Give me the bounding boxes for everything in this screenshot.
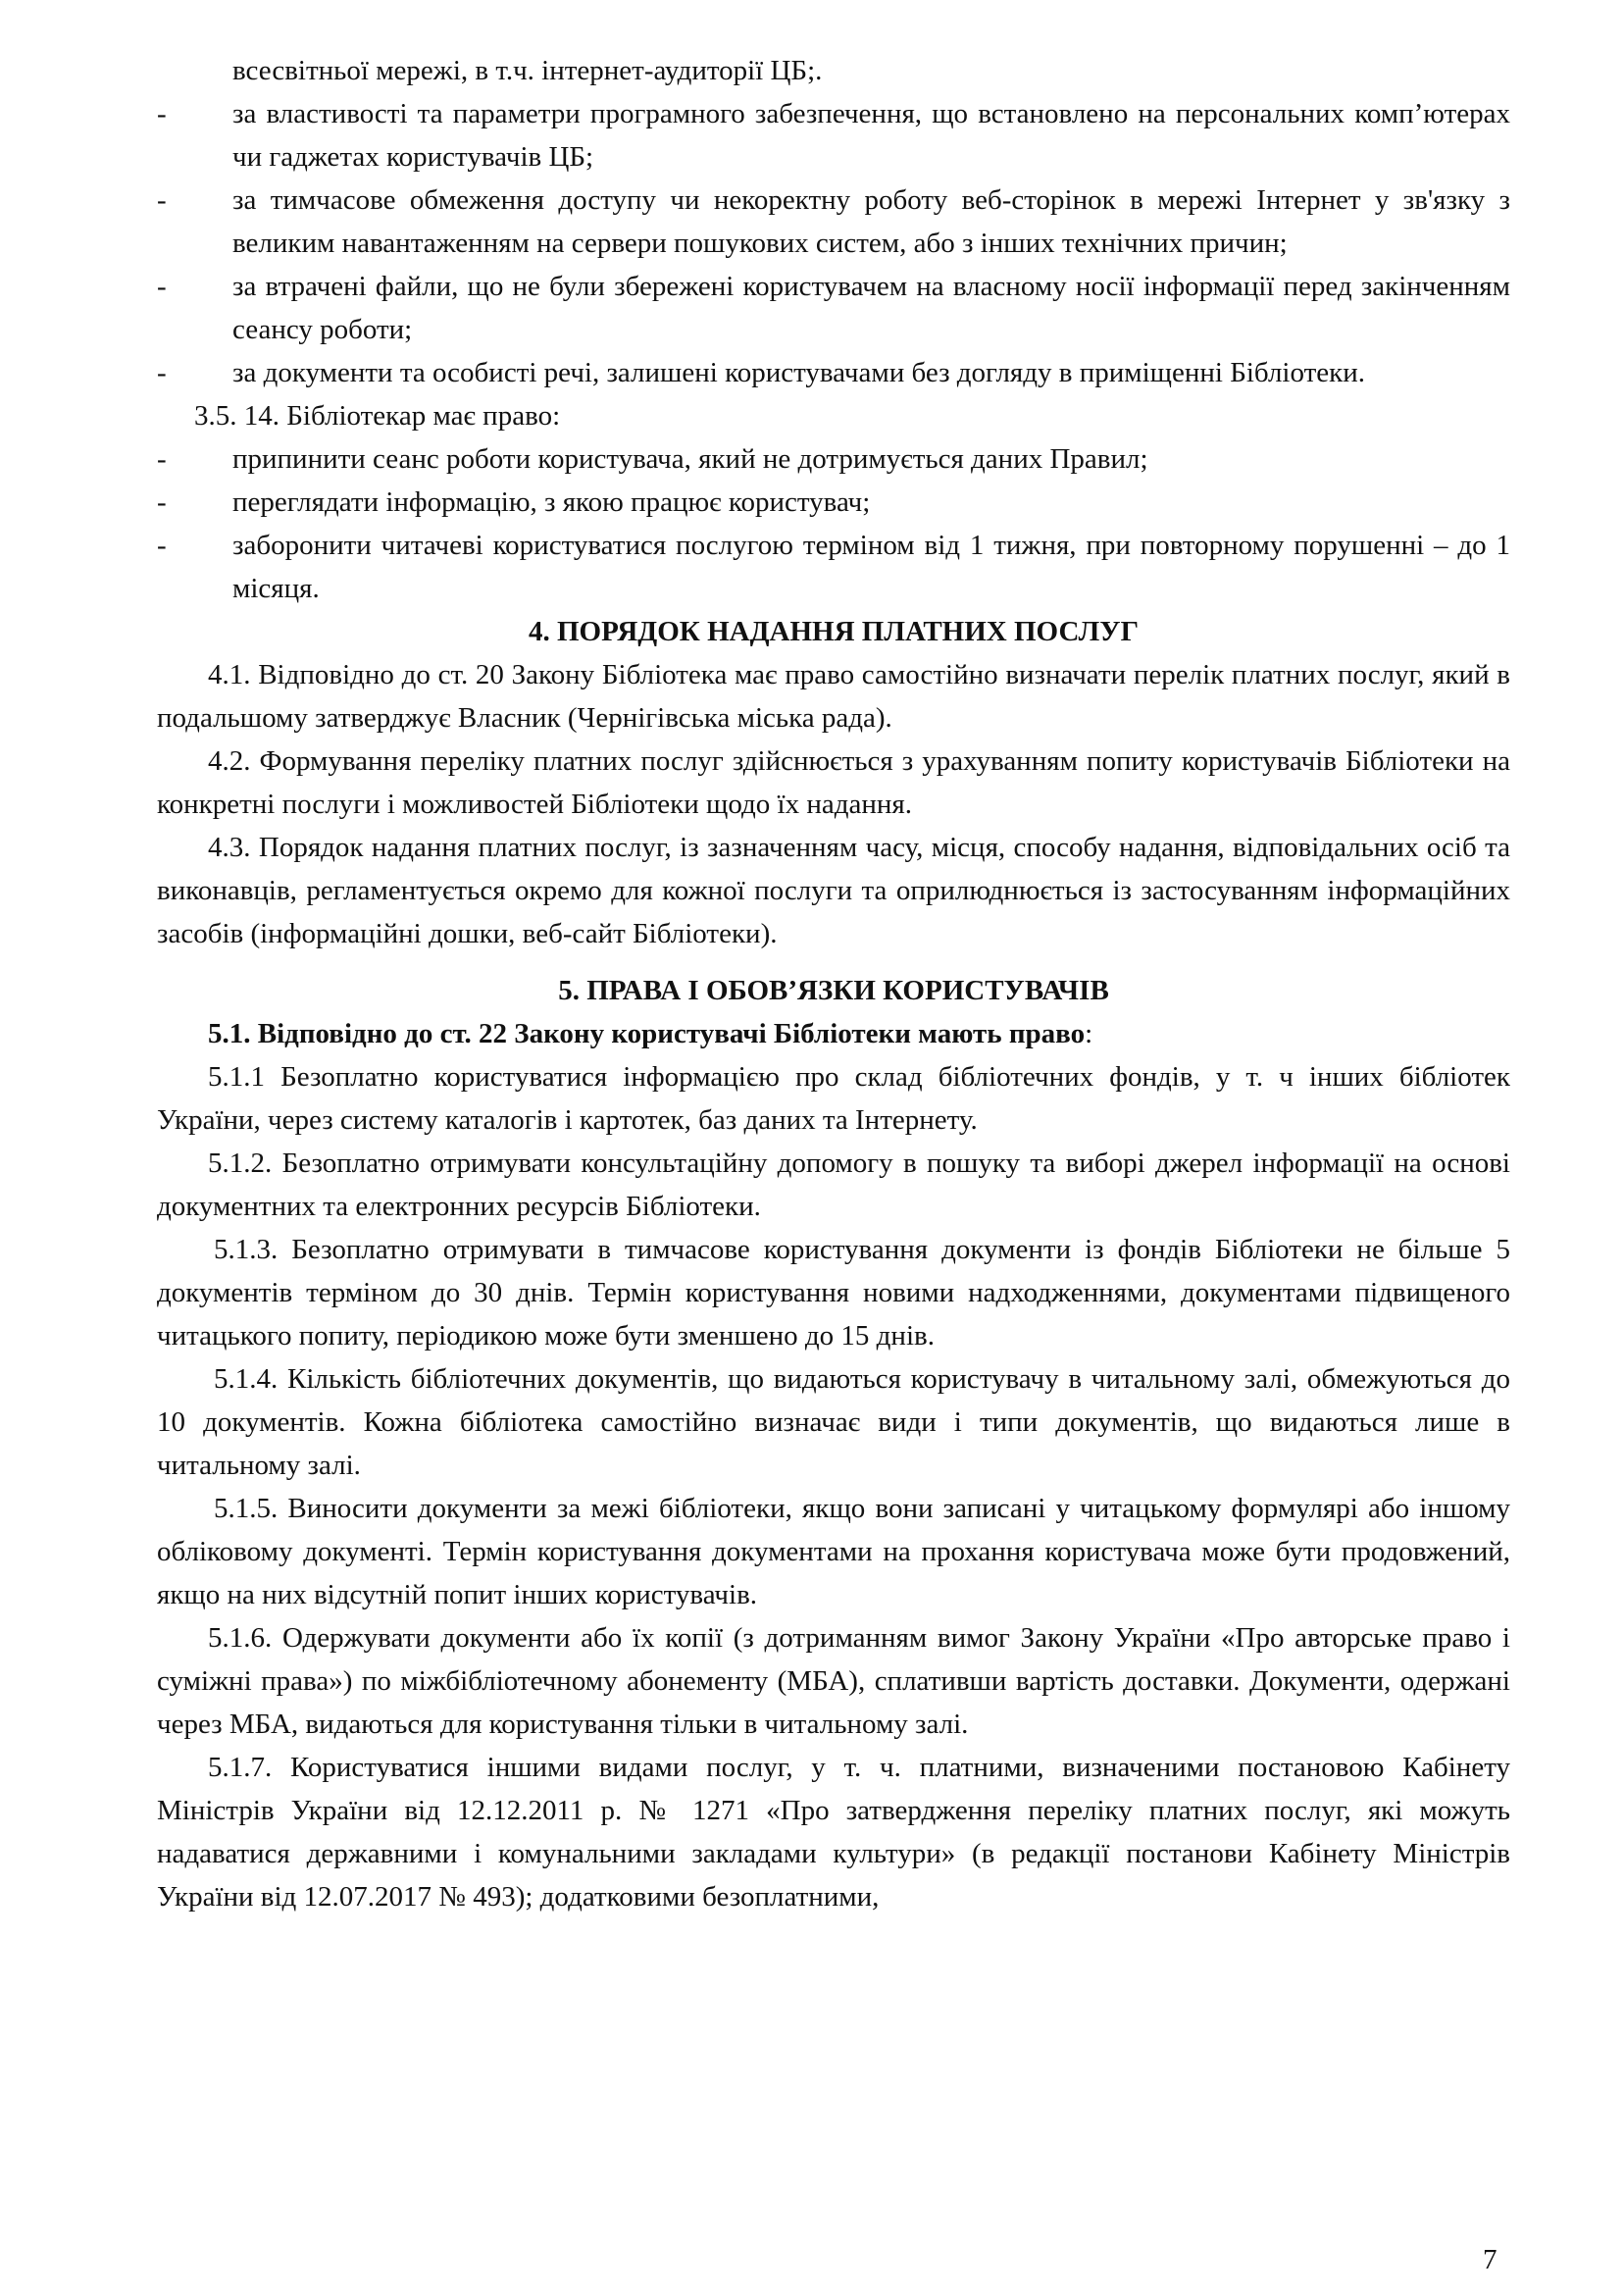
bullet-dash: - <box>157 486 167 518</box>
paragraph: 4.3. Порядок надання платних послуг, із зазначенням часу, місця, способу надання, відповідальних осіб та виконавців, регламентується окремо для кожної послуги та оприлюднюється із застосуванням інформаційних засобів (інформаційні дошки, веб-сайт Бібліотеки). <box>157 832 1510 949</box>
paragraph: 4.2. Формування переліку платних послуг здійснюється з урахуванням попиту користувачів Бібліотеки на конкретні послуги і можливостей Бібліотеки щодо їх надання. <box>157 745 1510 820</box>
list-item: - за документи та особисті речі, залишені користувачами без догляду в приміщенні Бібліотеки. <box>157 351 1510 394</box>
bullet-dash: - <box>157 357 167 388</box>
paragraph: 4.1. Відповідно до ст. 20 Закону Бібліотека має право самостійно визначати перелік платних послуг, який в подальшому затверджує Власник (Чернігівська міська рада). <box>157 659 1510 734</box>
list-item: - за втрачені файли, що не були збережені користувачем на власному носії інформації перед закінченням сеансу роботи; <box>157 265 1510 351</box>
paragraph: 5.1.3. Безоплатно отримувати в тимчасове користування документи із фондів Бібліотеки не більше 5 документів терміном до 30 днів. Термін користування новими надходженнями, документами підвищеного читацького попиту, періодикою може бути зменшено до 15 днів. <box>157 1234 1510 1352</box>
section-heading: 4. ПОРЯДОК НАДАННЯ ПЛАТНИХ ПОСЛУГ <box>528 616 1140 647</box>
paragraph: 5.1.5. Виносити документи за межі бібліотеки, якщо вони записані у читацькому формулярі або іншому обліковому документі. Термін користування документами на прохання користувача може бути продовжений, якщо на них відсутній попит інших користувачів. <box>157 1493 1510 1610</box>
bullet-dash: - <box>157 98 167 129</box>
section-heading: 5. ПРАВА І ОБОВ’ЯЗКИ КОРИСТУВАЧІВ <box>558 975 1109 1006</box>
list-item: - припинити сеанс роботи користувача, який не дотримується даних Правил; <box>157 437 1510 481</box>
bullet-dash: - <box>157 443 167 475</box>
document-page <box>157 49 1510 1918</box>
clause-title: 3.5. 14. Бібліотекар має право: <box>194 400 561 432</box>
list-item: - за тимчасове обмеження доступу чи некоректну роботу веб-сторінок в мережі Інтернет у зв'язку з великим навантаженням на сервери пошукових систем, або з інших технічних причин; <box>157 179 1510 265</box>
continuation-line: всесвітньої мережі, в т.ч. інтернет-аудиторії ЦБ;. <box>232 55 823 86</box>
lead-bold-text: 5.1. Відповідно до ст. 22 Закону користувачі Бібліотеки мають право <box>208 1018 1086 1049</box>
paragraph: 5.1.6. Одержувати документи або їх копії (з дотриманням вимог Закону України «Про авторське право і суміжні права») по міжбібліотечному абонементу (МБА), сплативши вартість доставки. Документи, одержані через МБА, видаються для користування тільки в читальному залі. <box>157 1622 1510 1740</box>
lead-tail: : <box>1085 1018 1093 1049</box>
list-item: - заборонити читачеві користуватися послугою терміном від 1 тижня, при повторному порушенні – до 1 місяця. <box>157 524 1510 610</box>
list-item: - переглядати інформацію, з якою працює користувач; <box>157 481 1510 524</box>
bullet-dash: - <box>157 530 167 561</box>
bullet-dash: - <box>157 184 167 216</box>
paragraph-lead <box>157 1012 1510 1055</box>
bullet-dash: - <box>157 271 167 302</box>
paragraph: 5.1.7. Користуватися іншими видами послуг, у т. ч. платними, визначеними постановою Кабінету Міністрів України від 12.12.2011 р. № 1271 «Про затвердження переліку платних послуг, які можуть надаватися державними і комунальними закладами культури» (в редакції постанови Кабінету Міністрів України від 12.07.2017 № 493); додатковими безоплатними, <box>157 1752 1510 1913</box>
paragraph: 5.1.1 Безоплатно користуватися інформацією про склад бібліотечних фондів, у т. ч інших бібліотек України, через систему каталогів і картотек, баз даних та Інтернету. <box>157 1061 1510 1136</box>
paragraph: 5.1.4. Кількість бібліотечних документів, що видаються користувачу в читальному залі, обмежуються до 10 документів. Кожна бібліотека самостійно визначає види і типи документів, що видаються лише в читальному залі. <box>157 1363 1510 1481</box>
page-number: 7 <box>1483 2244 1497 2275</box>
paragraph: 5.1.2. Безоплатно отримувати консультаційну допомогу в пошуку та виборі джерел інформації на основі документних та електронних ресурсів Бібліотеки. <box>157 1148 1510 1222</box>
list-item: - за властивості та параметри програмного забезпечення, що встановлено на персональних комп’ютерах чи гаджетах користувачів ЦБ; <box>157 92 1510 179</box>
